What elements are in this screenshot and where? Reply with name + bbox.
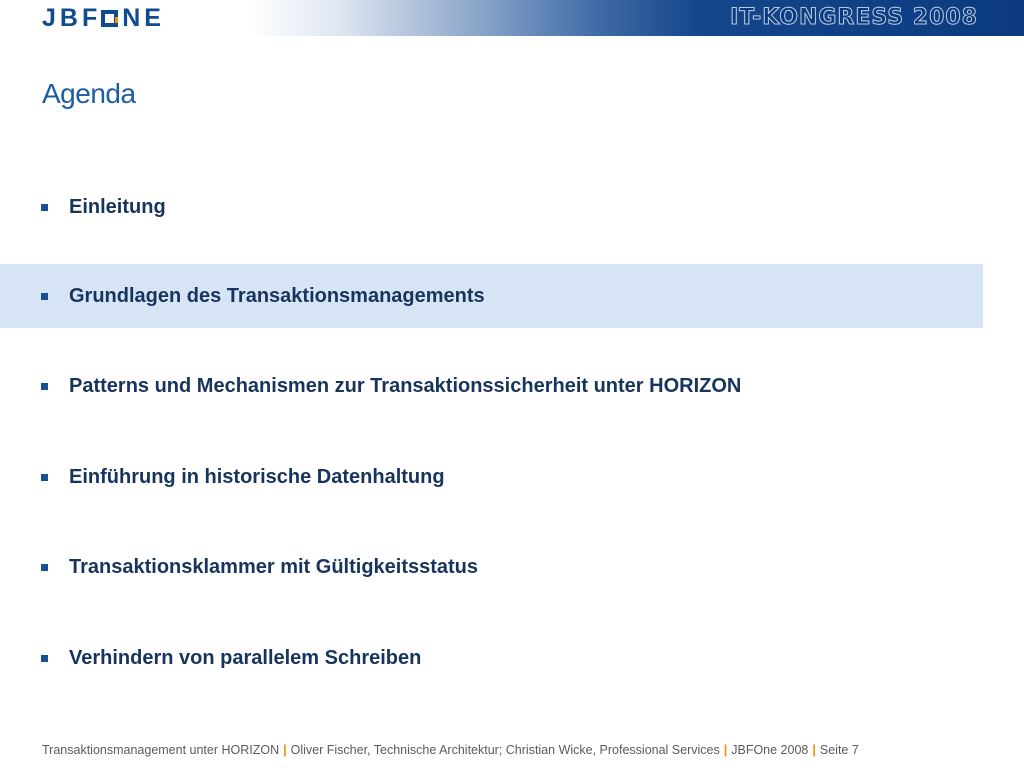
bullet-icon [41,293,48,300]
agenda-item-patterns [0,354,983,418]
jbfone-logo [42,3,165,32]
agenda-item-label: Patterns und Mechanismen zur Transaktionssicherheit unter HORIZON [69,374,742,397]
logo-text-jbf: JBF [42,3,102,32]
congress-title: IT-KONGRESS 2008 [730,5,978,30]
footer-page-number: Seite 7 [819,743,859,757]
agenda-item-paralleles-schreiben [0,626,983,690]
footer-separator: | [723,743,728,757]
header-band [0,0,1024,36]
footer [42,743,859,757]
agenda-item-einleitung [0,175,983,239]
agenda-item-label: Einführung in historische Datenhaltung [69,465,445,488]
agenda-item-historische-datenhaltung [0,445,983,509]
agenda-item-label: Einleitung [69,195,166,218]
bullet-icon [41,474,48,481]
logo-o-icon [101,10,118,27]
bullet-icon [41,204,48,211]
agenda-item-grundlagen [0,264,983,328]
logo-text-ne: NE [122,3,165,32]
agenda-item-label: Verhindern von parallelem Schreiben [69,646,422,669]
footer-company: JBFOne 2008 [731,743,809,757]
agenda-item-label: Grundlagen des Transaktionsmanagements [69,284,485,307]
bullet-icon [41,383,48,390]
page-title: Agenda [42,78,136,109]
bullet-icon [41,655,48,662]
agenda-item-label: Transaktionsklammer mit Gültigkeitsstatus [69,555,479,578]
footer-authors: Oliver Fischer, Technische Architektur; Christian Wicke, Professional Services [290,743,720,757]
footer-topic: Transaktionsmanagement unter HORIZON [42,743,280,757]
bullet-icon [41,564,48,571]
footer-separator: | [812,743,816,757]
agenda-item-transaktionsklammer [0,535,983,599]
footer-separator: | [283,743,287,757]
